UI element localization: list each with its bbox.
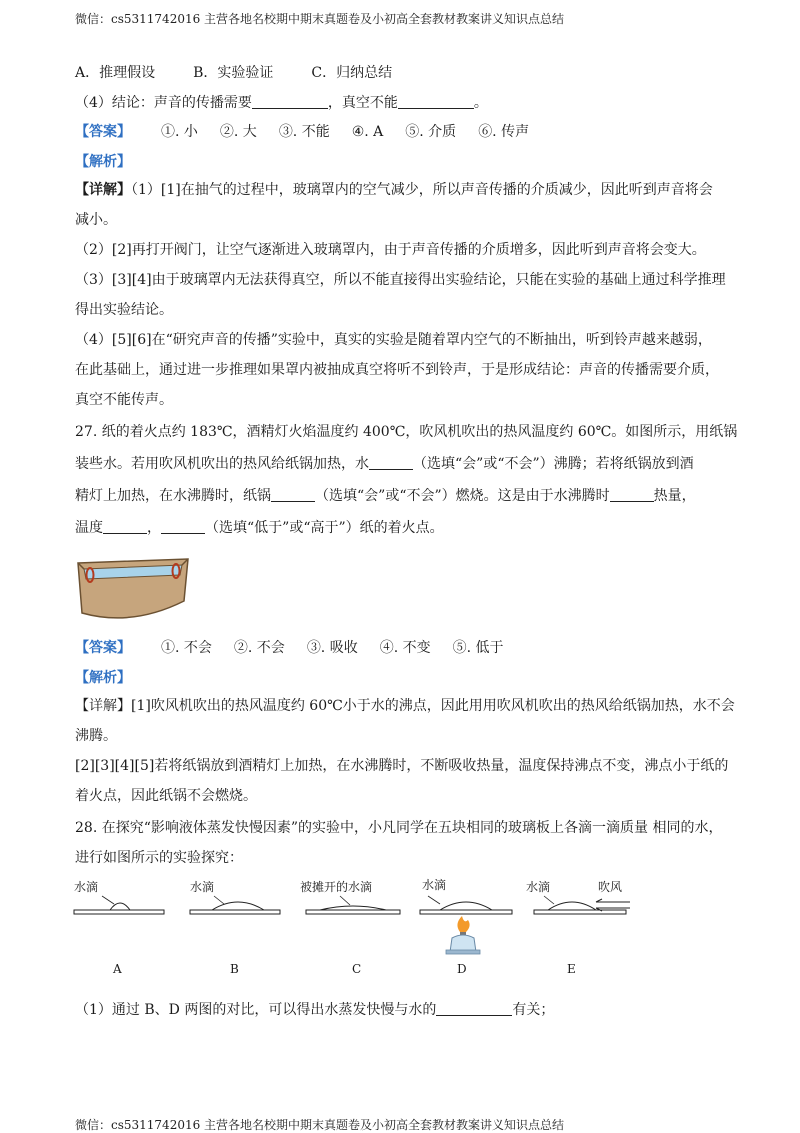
q27-stem-line: 装些水。若用吹风机吹出的热风给纸锅加热，水 （选填“会”或“不会”）沸腾；若将纸锅放到酒 [75,456,694,472]
detail-line: 【详解】[1]吹风机吹出的热风温度约 60℃小于水的沸点，因此用用吹风机吹出的热风给纸锅加热，水不会 [75,698,735,714]
answer-tag: 【答案】 [75,124,131,140]
q28-stem-line: 28. 在探究“影响液体蒸发快慢因素”的实验中，小凡同学在五块相同的玻璃板上各滴一滴质量 相同的水， [75,820,723,836]
letter-a: A [113,962,122,976]
detail-line: [2][3][4][5]若将纸锅放到酒精灯上加热，在水沸腾时，不断吸收热量，温度保持沸点不变，沸点小于纸的 [75,758,729,774]
detail-line: 减小。 [75,212,117,228]
label-water-drop-b: 水滴 [190,880,215,894]
q28-sub1: （1）通过 B、D 两图的对比，可以得出水蒸发快慢与水的 有关； [75,1002,555,1018]
label-water-drop-e: 水滴 [526,880,551,894]
page-header: 微信：cs5311742016 主营各地名校期中期末真题卷及小初高全套教材教案讲义知识点总结 [75,12,565,26]
blank [398,94,474,109]
detail-line: 着火点，因此纸锅不会燃烧。 [75,788,257,804]
q26-answer: 【答案】 ①. 小 ②. 大 ③. 不能 ④. A ⑤. 介质 ⑥. 传声 [75,124,530,140]
label-water-drop-d: 水滴 [422,878,447,892]
letter-b: B [230,962,239,976]
blank [271,487,315,502]
q27-stem-line: 温度 ， （选填“低于”或“高于”）纸的着火点。 [75,520,444,536]
analysis-tag: 【解析】 [75,154,131,170]
detail-line: 【详解】（1）[1]在抽气的过程中，玻璃罩内的空气减少，所以声音传播的介质减少，因此听到声音将会 [75,182,713,198]
detail-line: （4）[5][6]在“研究声音的传播”实验中，真实的实验是随着罩内空气的不断抽出，听到铃声越来越弱， [75,332,712,348]
detail-line: 在此基础上，通过进一步推理如果罩内被抽成真空将听不到铃声，于是形成结论：声音的传播需要介质， [75,362,719,378]
q27-stem-line: 精灯上加热，在水沸腾时，纸锅 （选填“会”或“不会”）燃烧。这是由于水沸腾时 热量， [75,488,696,504]
q26-conclusion: （4）结论：声音的传播需要 ，真空不能 。 [75,95,488,111]
q28-stem-line: 进行如图所示的实验探究： [75,850,243,866]
q27-answer: 【答案】 ①. 不会 ②. 不会 ③. 吸收 ④. 不变 ⑤. 低于 [75,640,504,656]
page-footer: 微信：cs5311742016 主营各地名校期中期末真题卷及小初高全套教材教案讲义知识点总结 [75,1118,565,1132]
letter-d: D [457,962,467,976]
detail-line: （2）[2]再打开阀门，让空气逐渐进入玻璃罩内，由于声音传播的介质增多，因此听到声音将会变大。 [75,242,706,258]
detail-line: 得出实验结论。 [75,302,173,318]
label-blow-wind: 吹风 [598,880,623,894]
detail-line: （3）[3][4]由于玻璃罩内无法获得真空，所以不能直接得出实验结论，只能在实验的基础上通过科学推理 [75,272,726,288]
label-water-drop-a: 水滴 [74,880,99,894]
letter-e: E [567,962,576,976]
experiment-a [74,896,164,914]
experiment-b [190,896,280,914]
letter-c: C [352,962,362,976]
detail-tag: 【详解】 [75,698,131,714]
blank [103,519,147,534]
option-b: B．实验验证 [193,65,274,81]
q26-options [75,63,430,83]
experiment-e [534,896,630,914]
experiment-d [420,896,512,954]
blank [252,94,328,109]
detail-line: 沸腾。 [75,728,117,744]
paper-pot-figure [72,553,196,625]
detail-line: 真空不能传声。 [75,392,173,408]
blank [436,1001,512,1016]
label-spread-drop-c: 被摊开的水滴 [300,880,373,894]
option-c: C．归纳总结 [311,65,393,81]
option-a: A．推理假设 [75,65,156,81]
blank [610,487,654,502]
blank [369,455,413,470]
answer-tag: 【答案】 [75,640,131,656]
analysis-tag: 【解析】 [75,670,131,686]
blank [161,519,205,534]
detail-tag: 【详解】 [75,182,131,198]
q27-stem-line: 27. 纸的着火点约 183℃，酒精灯火焰温度约 400℃，吹风机吹出的热风温度约 60℃。如图所示，用纸锅 [75,424,738,440]
experiment-c [306,896,400,914]
